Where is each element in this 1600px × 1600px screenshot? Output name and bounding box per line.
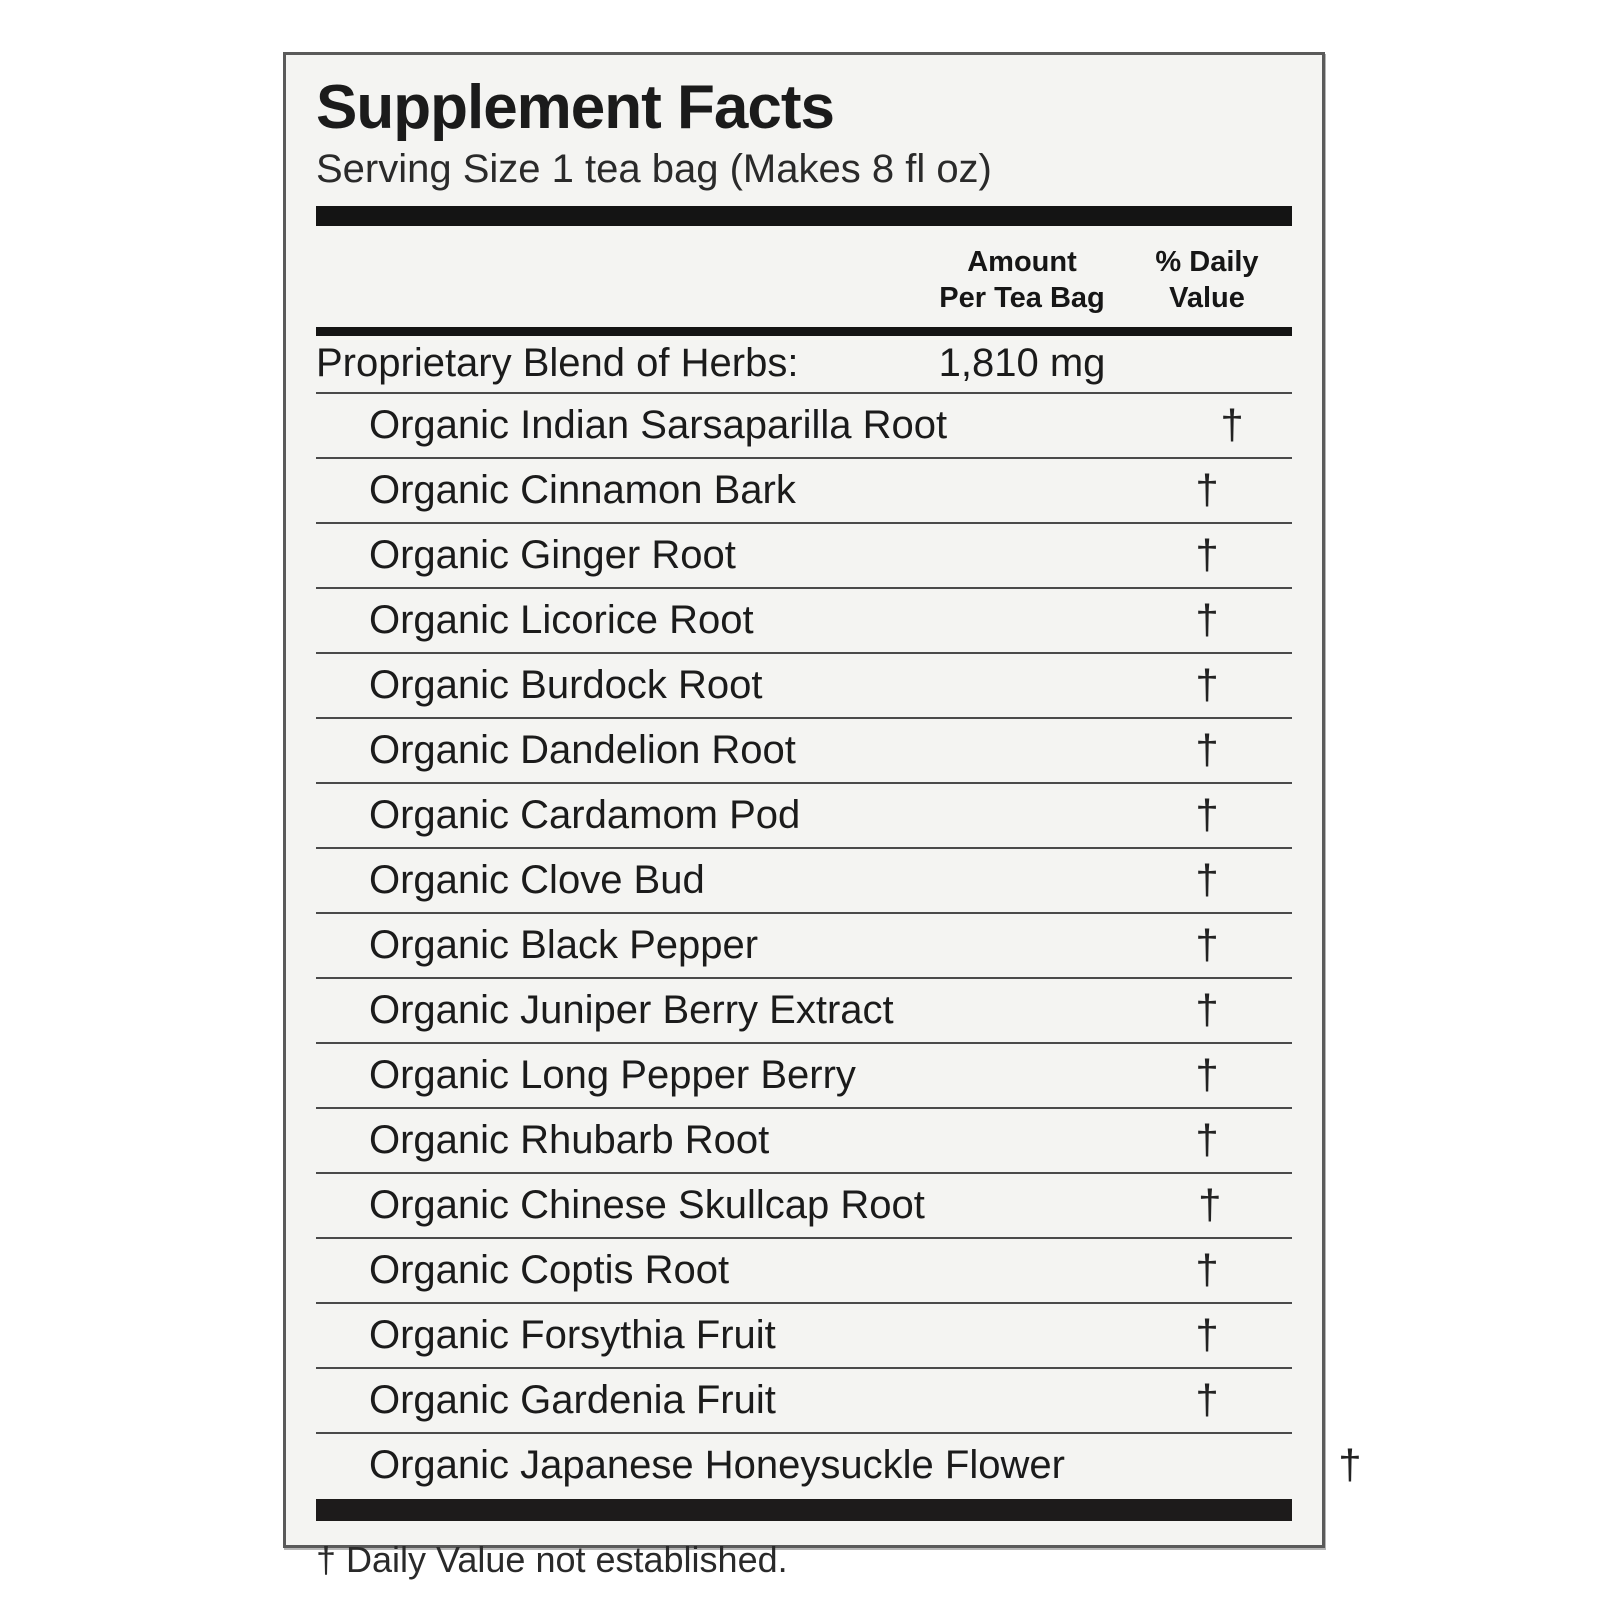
serving-size-text: Serving Size 1 tea bag (Makes 8 fl oz) bbox=[316, 147, 992, 192]
column-header-daily-value-line1: % Daily bbox=[1155, 246, 1259, 279]
ingredient-row bbox=[316, 1304, 1292, 1369]
ingredient-name: Organic Japanese Honeysuckle Flower bbox=[369, 1442, 1065, 1487]
ingredient-row bbox=[316, 849, 1292, 914]
ingredient-name: Organic Dandelion Root bbox=[369, 727, 796, 772]
panel-title: Supplement Facts bbox=[316, 73, 834, 142]
ingredient-name: Organic Forsythia Fruit bbox=[369, 1312, 776, 1357]
daily-value-footnote: † Daily Value not established. bbox=[316, 1538, 788, 1580]
column-header-row bbox=[316, 226, 1292, 327]
daily-value-dagger-icon: † bbox=[1195, 1376, 1219, 1424]
ingredient-name: Organic Licorice Root bbox=[369, 597, 754, 642]
ingredient-row bbox=[316, 589, 1292, 654]
ingredient-row bbox=[316, 1174, 1292, 1239]
daily-value-dagger-icon: † bbox=[1195, 1311, 1219, 1359]
column-header-daily-value bbox=[1122, 244, 1292, 317]
divider-bar-header bbox=[316, 327, 1292, 336]
ingredient-row bbox=[316, 394, 1292, 459]
column-header-amount-line1: Amount bbox=[967, 246, 1077, 279]
ingredient-name: Organic Black Pepper bbox=[369, 922, 759, 967]
daily-value-dagger-icon: † bbox=[1195, 726, 1219, 774]
ingredient-row bbox=[316, 979, 1292, 1044]
ingredient-name: Organic Long Pepper Berry bbox=[369, 1052, 856, 1097]
ingredient-row bbox=[316, 784, 1292, 849]
ingredient-name: Organic Cinnamon Bark bbox=[369, 467, 796, 512]
ingredient-name: Organic Rhubarb Root bbox=[369, 1117, 770, 1162]
proprietary-blend-amount: 1,810 mg bbox=[938, 341, 1106, 386]
daily-value-dagger-icon: † bbox=[1195, 1116, 1219, 1164]
ingredient-name: Organic Ginger Root bbox=[369, 532, 736, 577]
daily-value-dagger-icon: † bbox=[1195, 1051, 1219, 1099]
ingredient-name: Organic Indian Sarsaparilla Root bbox=[369, 402, 948, 447]
ingredient-row bbox=[316, 459, 1292, 524]
ingredient-row bbox=[316, 1109, 1292, 1174]
ingredient-name: Organic Chinese Skullcap Root bbox=[369, 1182, 925, 1227]
proprietary-blend-name: Proprietary Blend of Herbs: bbox=[316, 341, 799, 386]
daily-value-dagger-icon: † bbox=[1195, 856, 1219, 904]
ingredient-row bbox=[316, 1369, 1292, 1434]
column-header-amount bbox=[922, 244, 1122, 317]
divider-bar-bottom bbox=[316, 1499, 1292, 1521]
ingredient-name: Organic Gardenia Fruit bbox=[369, 1377, 776, 1422]
daily-value-dagger-icon: † bbox=[1195, 1246, 1219, 1294]
ingredient-name: Organic Cardamom Pod bbox=[369, 792, 801, 837]
ingredient-row bbox=[316, 914, 1292, 979]
daily-value-dagger-icon: † bbox=[1195, 791, 1219, 839]
column-header-daily-value-line2: Value bbox=[1169, 282, 1245, 315]
daily-value-dagger-icon: † bbox=[1195, 661, 1219, 709]
ingredient-row bbox=[316, 719, 1292, 784]
ingredient-name: Organic Clove Bud bbox=[369, 857, 705, 902]
column-header-amount-line2: Per Tea Bag bbox=[939, 282, 1105, 315]
ingredient-name: Organic Juniper Berry Extract bbox=[369, 987, 894, 1032]
daily-value-dagger-icon: † bbox=[1198, 1181, 1222, 1229]
supplement-facts-panel bbox=[283, 52, 1362, 1580]
ingredient-name: Organic Coptis Root bbox=[369, 1247, 730, 1292]
daily-value-dagger-icon: † bbox=[1195, 596, 1219, 644]
ingredient-row bbox=[316, 1434, 1362, 1497]
daily-value-dagger-icon: † bbox=[1338, 1441, 1362, 1489]
daily-value-dagger-icon: † bbox=[1195, 986, 1219, 1034]
ingredient-row bbox=[316, 1239, 1292, 1304]
ingredient-row bbox=[316, 1044, 1292, 1109]
daily-value-dagger-icon: † bbox=[1220, 401, 1244, 449]
daily-value-dagger-icon: † bbox=[1195, 921, 1219, 969]
ingredient-row bbox=[316, 654, 1292, 719]
ingredient-row bbox=[316, 524, 1292, 589]
daily-value-dagger-icon: † bbox=[1195, 466, 1219, 514]
daily-value-dagger-icon: † bbox=[1195, 531, 1219, 579]
divider-bar-top bbox=[316, 206, 1292, 226]
ingredient-list bbox=[316, 394, 1362, 1497]
proprietary-blend-row bbox=[316, 336, 1292, 394]
ingredient-name: Organic Burdock Root bbox=[369, 662, 763, 707]
